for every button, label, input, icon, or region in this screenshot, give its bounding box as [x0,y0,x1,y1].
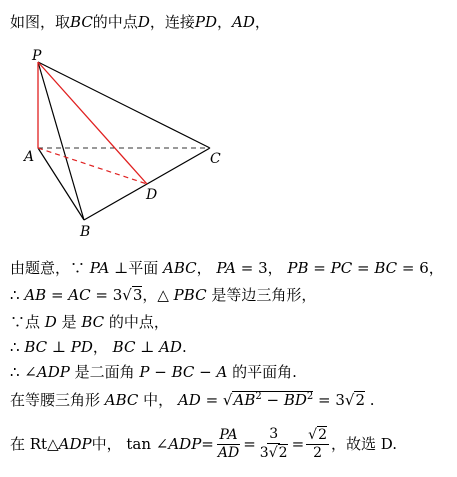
l7-i: = [291,435,305,453]
l1-bc: BC [374,259,398,277]
l7-g: = [243,435,256,453]
l6-radical2: √ [344,391,355,409]
intro-end: ， [254,13,270,31]
l5-a: ∴ ∠ [10,363,37,381]
l1-e: ， [196,259,217,277]
l3-c: 是 [56,313,82,331]
l4-i: . [181,338,187,356]
l4-ad: AD [159,338,182,356]
l6-bd: BD [283,391,307,409]
l7-frac3-num [306,426,329,445]
l5-e: − [149,363,172,381]
l5-a-point: A [216,363,228,381]
l3-e: 的中点， [104,313,169,331]
l1-c: ⊥平面 [109,259,163,277]
l4-g: ⊥ [135,338,160,356]
intro-text-b: 的中点 [92,13,138,31]
intro-text-c: ，连接 [149,13,195,31]
l2-h: ，△ [142,286,174,304]
l6-o: . [365,391,375,409]
l1-a: 由题意，∵ [10,259,90,277]
l5-i: 的平面角. [227,363,297,381]
l7-adp2: ADP [168,435,202,453]
l7-frac2-num: 3 [269,426,279,442]
l6-ab: AB [233,391,256,409]
l2-j: 是等边三角形， [206,286,317,304]
l7-frac3-den: 2 [313,445,323,461]
l5-g: − [194,363,217,381]
l3-d: D [44,313,57,331]
l6-sq2: 2 [306,391,314,402]
l4-bc2: BC [112,338,136,356]
l1-pc: PC [330,259,353,277]
intro-d: D [137,13,150,31]
l5-p: P [139,363,150,381]
l6-radicand2: 2 [355,391,366,409]
label-b: B [80,224,91,240]
l5-bc: BC [171,363,195,381]
l1-g: = 3， [235,259,288,277]
intro-line [10,12,270,32]
l7-frac1-den: AD [217,444,240,461]
l1-m: = 6， [397,259,444,277]
solution-line-2 [10,285,316,305]
l6-c: 中， [138,391,178,409]
solution-line-3 [10,312,169,332]
l7-frac2-den [258,444,290,462]
label-c: C [210,151,221,167]
solution-line-1 [10,258,444,278]
l6-a: 在等腰三角形 [10,391,105,409]
l2-radical: √ [122,286,132,304]
l2-c: = [46,286,69,304]
l6-minus: − [261,391,284,409]
l2-a: ∴ [10,286,25,304]
l7-frac-pa-ad [216,427,241,462]
l6-e: = [200,391,223,409]
l7-a: 在 Rt△ [10,435,59,453]
l7-e: = [201,435,214,453]
l7-frac1-num: PA [219,426,238,443]
label-a: A [24,149,35,165]
l7-frac3-radicand: 2 [318,427,327,443]
edge-pc [38,62,210,148]
l7-k: ，故选 D. [330,435,398,453]
l1-abc: ABC [163,259,197,277]
edge-ab [38,148,84,220]
edge-pb [38,62,84,220]
l4-c: ⊥ [47,338,71,356]
l4-pd: PD [70,338,93,356]
label-d: D [146,187,158,203]
intro-text-a: 如图，取 [10,13,71,31]
intro-ad: AD [232,13,255,31]
l6-abc: ABC [104,391,139,409]
l2-ab: AB [24,286,47,304]
l7-frac3-radical: √ [308,427,318,443]
l7-frac2-den-radical: √ [268,445,278,461]
l7-frac-sqrt2 [306,426,329,462]
l7-frac2-den-radicand: 2 [278,445,288,461]
l7-frac-3 [258,426,290,462]
l4-bc: BC [24,338,48,356]
l4-a: ∴ [10,338,25,356]
l2-radicand: 3 [132,286,143,304]
l3-bc: BC [81,313,105,331]
intro-comma: ， [216,13,232,31]
l1-k: = [352,259,375,277]
l6-sq1: 2 [255,391,262,402]
pyramid-figure [18,48,228,240]
l1-pb: PB [287,259,309,277]
solution-line-6 [10,390,375,410]
l5-c: 是二面角 [69,363,140,381]
l5-adp: ADP [36,363,70,381]
intro-pd: PD [194,13,217,31]
solution-line-7 [10,424,397,464]
l6-ad: AD [177,391,201,409]
l7-frac2-den-a: 3 [259,445,269,461]
l6-l: = 3 [313,391,345,409]
label-p: P [32,48,42,64]
solution-line-4 [10,337,187,357]
l1-pa: PA [89,259,110,277]
intro-bc: BC [70,13,93,31]
l1-pa2: PA [216,259,236,277]
l6-radical: √ [222,391,233,409]
l1-i: = [308,259,331,277]
l6-radicand [232,391,313,409]
l2-ac: AC [68,286,91,304]
l2-pbc: PBC [173,286,207,304]
solution-line-5 [10,362,297,382]
l7-adp: ADP [58,435,92,453]
l4-e: ， [92,338,113,356]
l2-e: = 3 [90,286,123,304]
l3-a: ∵点 [10,313,45,331]
l7-c: 中， tan ∠ [91,435,169,453]
